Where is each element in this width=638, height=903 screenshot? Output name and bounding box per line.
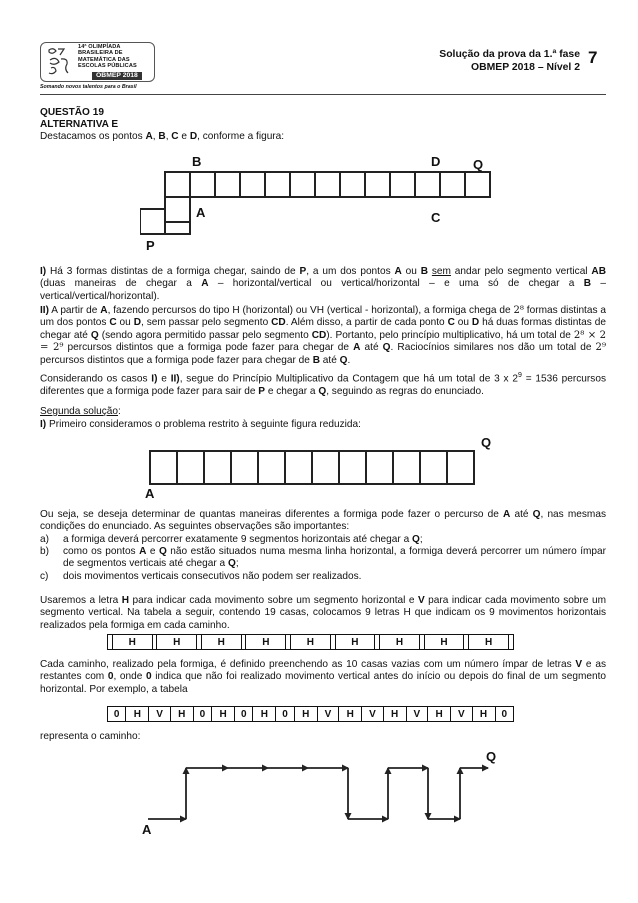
observation-label: c): [40, 571, 49, 582]
page-header-title: [439, 48, 580, 74]
paragraph-represents: representa o caminho:: [40, 731, 141, 742]
fig1-label-b: B: [192, 154, 202, 169]
part2-point: Q: [339, 354, 348, 366]
table-cell: V: [317, 707, 338, 722]
part1-text: – horizontal/vertical ou vertical/horizontal – e uma só de chegar a: [208, 278, 584, 290]
fig1-label-c: C: [431, 210, 441, 225]
table-cell: H: [339, 707, 362, 722]
table-cell: H: [126, 707, 149, 722]
logo-tagline: Somando novos talentos para o Brasil: [40, 84, 137, 90]
intro-point-a: A: [145, 131, 153, 142]
observation-point: Q: [411, 534, 420, 545]
fig1-label-d: D: [431, 154, 441, 169]
header-divider: [40, 94, 606, 95]
part2-point: A: [100, 305, 108, 316]
paragraph-observations-intro: [40, 509, 606, 534]
para3-text: para indicar cada movimento sobre um segmento horizontal e: [128, 595, 418, 606]
part1-a: A: [201, 278, 209, 290]
para4-zero: 0: [107, 671, 114, 683]
part2-text: ). Portanto, pelo princípio multiplicativo, há um total de: [326, 329, 574, 341]
figure-2-grid: [140, 434, 500, 500]
table-cell: V: [451, 707, 472, 722]
para3-text: para indicar cada movimento sobre um segmento vertical. Na tabela a seguir, contendo 19 casas, colocamos 9 letras H que indicam os 9 movimentos horizontais realizados pela formiga em cada caminho.: [40, 595, 606, 631]
part1-text: Há 3 formas distintas de a formiga chegar, saindo de: [46, 266, 300, 277]
observation-text: ;: [235, 558, 239, 570]
part2-text: até: [320, 354, 340, 366]
part2-text: ou: [116, 317, 134, 329]
table-cell: 0: [276, 707, 294, 722]
second-solution-heading: Segunda solução: [40, 406, 119, 417]
observation-text: a formiga deverá percorrer exatamente 9 segmentos horizontais até chegar a: [63, 534, 412, 545]
intro-suffix: , conforme a figura:: [197, 131, 285, 142]
conclusion-text: , segue do Princípio Multiplicativo da Contagem que há um total de 3 x 2: [179, 373, 518, 385]
para2-text: , nas mesmas condições do enunciado. As seguintes observações são importantes:: [40, 509, 607, 533]
fig1-label-q: Q: [473, 157, 484, 172]
table-cell: H: [424, 635, 464, 650]
table-cell: H: [294, 707, 317, 722]
table-cell: H: [291, 635, 331, 650]
para4-zero: 0: [145, 671, 152, 683]
table-cell: H: [472, 707, 495, 722]
table-cell: H: [201, 635, 241, 650]
observation-text: e: [146, 546, 159, 557]
fig2-label-a: A: [145, 486, 155, 500]
table-cell: H: [253, 707, 276, 722]
intro-point-c: C: [171, 131, 179, 142]
part-2-paragraph: [40, 305, 606, 367]
part1-a: A: [394, 266, 402, 277]
part2-text: ou: [454, 317, 472, 329]
para2-text: Ou seja, se deseja determinar de quantas maneiras diferentes a formiga pode fazer o percurso de: [40, 509, 504, 520]
figure-1-top-row: [165, 172, 490, 197]
figure-3-path: [140, 748, 500, 838]
table-cell: H: [170, 707, 193, 722]
part1-ab: AB: [591, 266, 606, 277]
table-h-slots: [107, 634, 514, 650]
second-solution-title: [40, 406, 606, 418]
para2-text: até: [510, 509, 533, 520]
table-cell: 0: [235, 707, 253, 722]
fig3-label-a: A: [142, 822, 152, 837]
part2-point: CD: [311, 329, 327, 341]
part2-text: percursos distintos que a formiga pode fazer para chegar de: [40, 354, 313, 366]
table-cell: H: [212, 707, 235, 722]
second-part-text: Primeiro consideramos o problema restrito à seguinte figura reduzida:: [46, 419, 361, 430]
table-cell: 0: [193, 707, 211, 722]
conclusion-text: = 1536 percursos diferentes que a formiga pode fazer para sair de: [40, 373, 606, 397]
para2-point: A: [503, 509, 511, 520]
fig1-label-a: A: [196, 205, 206, 220]
conclusion-exponent: 9: [518, 372, 522, 379]
conclusion-case: II): [170, 373, 180, 385]
part2-text: A partir de: [48, 305, 101, 316]
part1-b: B: [583, 278, 592, 290]
part-1-label: I): [40, 266, 47, 277]
part1-p: P: [299, 266, 307, 277]
part1-text: andar pelo segmento vertical: [450, 266, 592, 277]
table-cell: V: [362, 707, 383, 722]
fig2-label-q: Q: [481, 435, 492, 450]
part2-power: 2⁹: [595, 342, 607, 354]
part1-text: ou: [401, 266, 421, 277]
conclusion-text: e chegar a: [265, 385, 319, 397]
conclusion-text: , seguindo as regras do enunciado.: [326, 385, 484, 397]
para3-letter: V: [417, 595, 425, 606]
table-cell: H: [380, 635, 420, 650]
table-cell: H: [428, 707, 451, 722]
logo-title: 14ª OLIMPÍADA BRASILEIRA DE MATEMÁTICA DAS ESCOLAS PÚBLICAS: [78, 44, 137, 70]
question-alternative: ALTERNATIVA E: [40, 119, 119, 130]
observation-point: Q: [158, 546, 167, 557]
table-cell: H: [112, 635, 152, 650]
part2-text: até: [360, 342, 383, 354]
header-line-2: OBMEP 2018 – Nível 2: [471, 62, 580, 73]
figure-1-grid: [140, 150, 500, 254]
table-cell: H: [157, 635, 197, 650]
figure-1-square-2: [165, 197, 190, 222]
observation-text: não estão situados numa mesma linha horizontal, a formiga deverá percorrer um número ímpar de segmentos verticais até chegar a: [63, 546, 606, 570]
part2-point: B: [312, 354, 320, 366]
part2-text: (sendo agora permitido passar pelo segmento: [98, 329, 312, 341]
table-cell: 0: [108, 707, 126, 722]
part2-power: 2⁸ × 2 = 2⁹: [40, 329, 607, 354]
part2-text: formas distintas a um dos pontos: [40, 305, 606, 329]
observation-text: dois movimentos verticais consecutivos não podem ser realizados.: [63, 571, 362, 582]
part1-b: B: [420, 266, 429, 277]
conclusion-case: I): [151, 373, 158, 385]
part2-point: Q: [382, 342, 391, 354]
intro-prefix: Destacamos os pontos: [40, 131, 146, 142]
part2-text: . Raciocínios similares nos dão um total de: [390, 342, 596, 354]
para3-text: Usaremos a letra: [40, 595, 122, 606]
table-cell: H: [335, 635, 375, 650]
conclusion-text: e: [157, 373, 171, 385]
table-cell: V: [406, 707, 427, 722]
second-solution-colon: :: [118, 406, 121, 417]
list-item: [40, 571, 606, 583]
para4-text: Cada caminho, realizado pela formiga, é definido preenchendo as 10 casas vazias com um número ímpar de letras: [40, 659, 576, 670]
table-cell: V: [149, 707, 170, 722]
part2-text: percursos distintos que a formiga pode fazer para chegar de: [63, 342, 354, 354]
observation-text: como os pontos: [63, 546, 140, 557]
part1-text: (duas maneiras de chegar a: [40, 278, 202, 290]
part2-power: 2⁸: [513, 305, 524, 316]
table-cell: H: [246, 635, 286, 650]
observation-label: a): [40, 534, 49, 545]
part2-text: . Além disso, a partir de cada ponto: [285, 317, 448, 329]
part2-point: CD: [271, 317, 286, 329]
para4-text: , onde: [113, 671, 146, 683]
para4-text: indica que não foi realizado movimento vertical antes do início ou depois do final de um segmento horizontal. Por exemplo, a tabela: [40, 671, 606, 695]
part2-point: Q: [90, 329, 99, 341]
part2-text: .: [347, 354, 351, 366]
part2-point: C: [109, 317, 117, 329]
para4-text: e as restantes com: [40, 659, 606, 683]
table-cell: H: [383, 707, 406, 722]
fig1-label-p: P: [146, 238, 155, 253]
header-line-1: Solução da prova da 1.ª fase: [439, 49, 580, 60]
part1-text: – vertical/vertical/horizontal).: [40, 278, 607, 302]
second-part-label: I): [40, 419, 47, 430]
part2-text: , sem passar pelo segmento: [140, 317, 272, 329]
list-item: [40, 534, 606, 546]
conclusion-point: P: [258, 385, 266, 397]
observation-label: b): [40, 546, 49, 557]
part-1-paragraph: [40, 266, 606, 303]
figure-1-square-3: [165, 222, 190, 234]
part1-sem: sem: [431, 266, 451, 277]
part2-point: A: [353, 342, 361, 354]
observation-point: Q: [227, 558, 236, 570]
table-cell: H: [469, 635, 509, 650]
part2-point: D: [471, 317, 480, 329]
conclusion-paragraph: [40, 370, 606, 398]
intro-point-b: B: [158, 131, 166, 142]
part1-text: , a um dos pontos: [306, 266, 395, 277]
fig3-label-q: Q: [486, 749, 497, 764]
obmep-logo-mark-icon: [46, 46, 72, 76]
para3-letter: H: [121, 595, 129, 606]
second-solution-intro: [40, 419, 606, 431]
conclusion-point: Q: [318, 385, 327, 397]
paragraph-notation: [40, 595, 606, 632]
intro-point-d: D: [189, 131, 198, 142]
para2-point: Q: [532, 509, 541, 520]
observation-text: ;: [419, 534, 423, 545]
part2-point: C: [447, 317, 455, 329]
question-heading: QUESTÃO 19: [40, 107, 104, 118]
table-example-path: [107, 706, 514, 722]
table-cell: 0: [495, 707, 514, 722]
part-2-label: II): [40, 305, 49, 316]
page-number: 7: [588, 48, 598, 67]
part2-text: , fazendo percursos do tipo H (horizontal) ou VH (vertical - horizontal), a formiga chega de: [107, 305, 514, 316]
conclusion-text: Considerando os casos: [40, 373, 152, 385]
question-intro: Destacamos os pontos A, B, C e D, conforme a figura:: [40, 131, 285, 142]
part2-point: D: [133, 317, 141, 329]
logo-year: OBMEP 2018: [92, 72, 142, 80]
table-cell: [508, 635, 513, 650]
list-item: [40, 546, 606, 571]
para4-letter: V: [575, 659, 583, 670]
observation-point: A: [139, 546, 147, 557]
paragraph-filling: [40, 659, 606, 696]
part2-text: há duas formas distintas de chegar até: [40, 317, 606, 341]
